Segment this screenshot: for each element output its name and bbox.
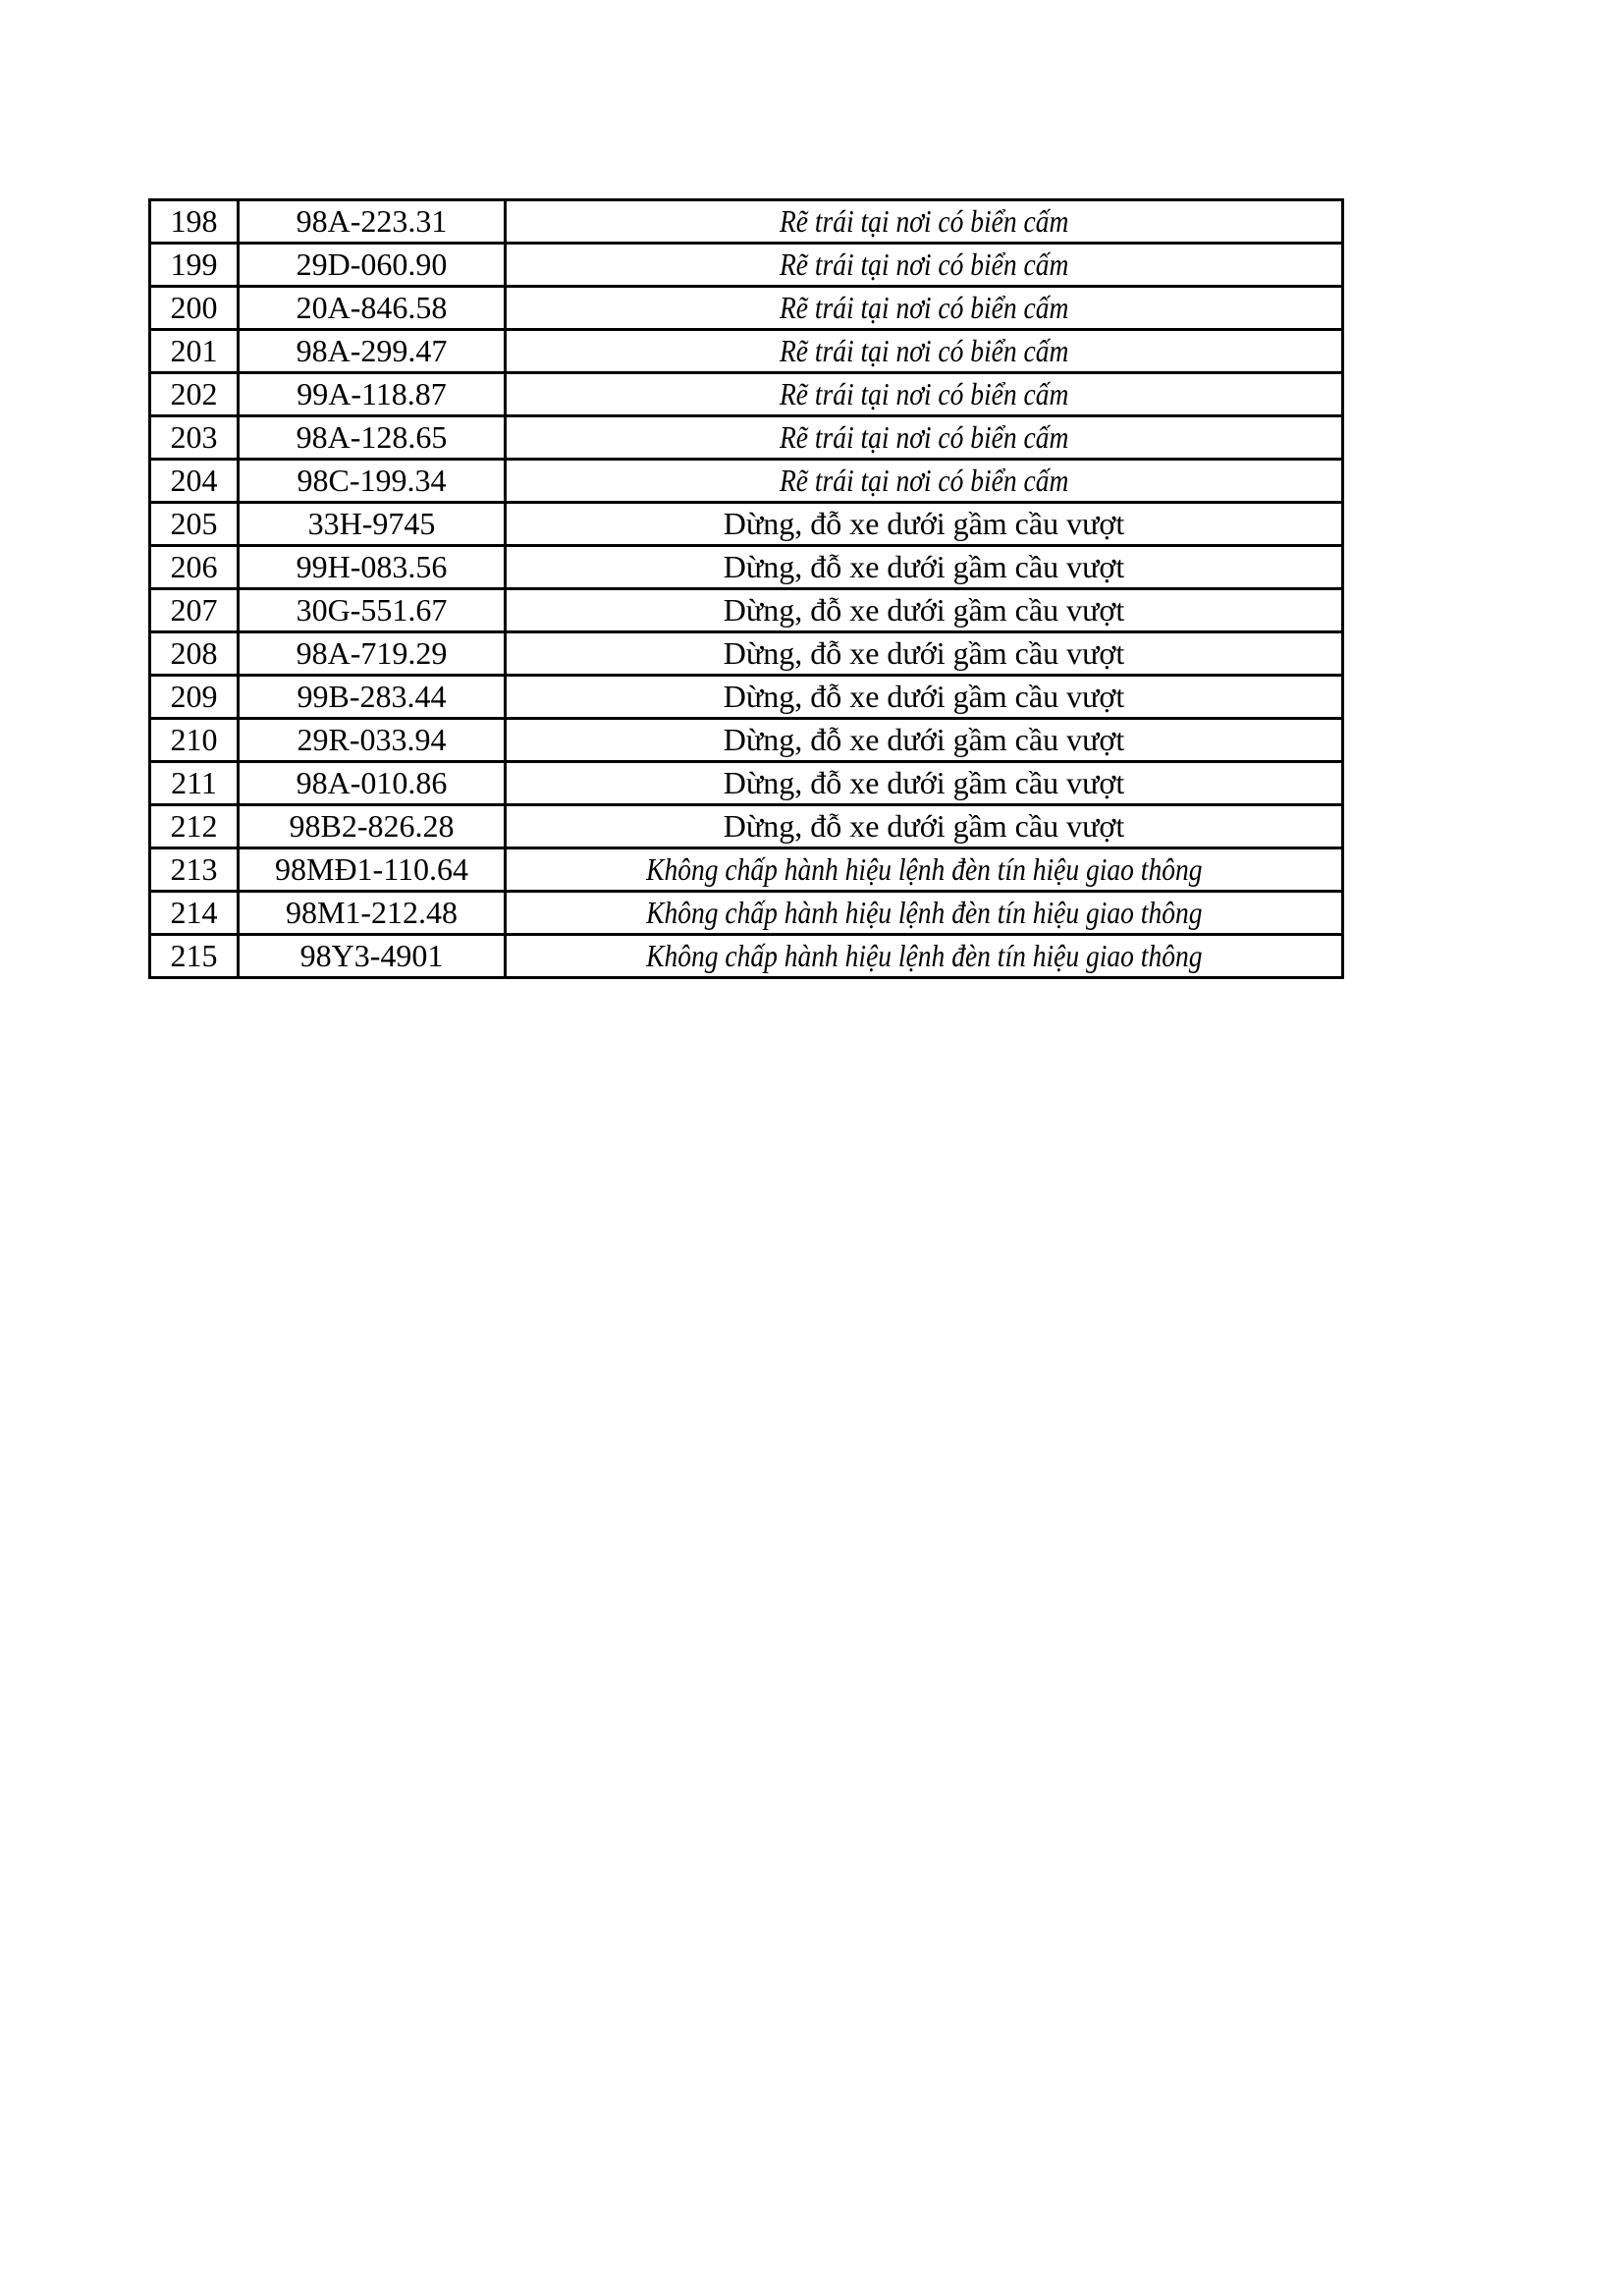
violation-text: Rẽ trái tại nơi có biển cấm — [779, 419, 1069, 455]
table-row — [150, 848, 1343, 892]
license-plate-cell: 30G-551.67 — [239, 589, 506, 632]
violation-cell — [506, 503, 1343, 546]
violation-cell — [506, 460, 1343, 503]
violations-table — [148, 198, 1344, 979]
license-plate-cell: 98A-128.65 — [239, 416, 506, 460]
table-row — [150, 460, 1343, 503]
violation-cell — [506, 244, 1343, 287]
violation-text: Rẽ trái tại nơi có biển cấm — [779, 463, 1069, 498]
row-number-cell: 207 — [150, 589, 239, 632]
table-row — [150, 200, 1343, 244]
row-number-cell: 204 — [150, 460, 239, 503]
table-row — [150, 546, 1343, 589]
violation-cell — [506, 416, 1343, 460]
violation-text: Dừng, đỗ xe dưới gầm cầu vượt — [723, 722, 1125, 757]
violation-text: Dừng, đỗ xe dưới gầm cầu vượt — [723, 592, 1125, 628]
table-row — [150, 892, 1343, 935]
row-number-cell: 200 — [150, 287, 239, 330]
row-number-cell: 212 — [150, 805, 239, 848]
violation-cell — [506, 719, 1343, 762]
violation-text: Dừng, đỗ xe dưới gầm cầu vượt — [723, 765, 1125, 800]
table-row — [150, 503, 1343, 546]
violations-table-body — [150, 200, 1343, 978]
license-plate-cell: 33H-9745 — [239, 503, 506, 546]
violation-text: Dừng, đỗ xe dưới gầm cầu vượt — [723, 679, 1125, 714]
violation-text: Không chấp hành hiệu lệnh đèn tín hiệu giao thông — [645, 851, 1203, 887]
row-number-cell: 202 — [150, 373, 239, 416]
row-number-cell: 198 — [150, 200, 239, 244]
row-number-cell: 203 — [150, 416, 239, 460]
row-number-cell: 210 — [150, 719, 239, 762]
license-plate-cell: 29R-033.94 — [239, 719, 506, 762]
license-plate-cell: 98A-010.86 — [239, 762, 506, 805]
row-number-cell: 213 — [150, 848, 239, 892]
violation-text: Rẽ trái tại nơi có biển cấm — [779, 246, 1069, 282]
violation-text: Dừng, đỗ xe dưới gầm cầu vượt — [723, 506, 1125, 541]
license-plate-cell: 98Y3-4901 — [239, 935, 506, 978]
violation-text: Dừng, đỗ xe dưới gầm cầu vượt — [723, 549, 1125, 584]
license-plate-cell: 99H-083.56 — [239, 546, 506, 589]
violation-cell — [506, 632, 1343, 676]
table-row — [150, 805, 1343, 848]
table-row — [150, 762, 1343, 805]
violation-cell — [506, 330, 1343, 373]
license-plate-cell: 98A-223.31 — [239, 200, 506, 244]
violation-text: Không chấp hành hiệu lệnh đèn tín hiệu giao thông — [645, 938, 1203, 973]
license-plate-cell: 98MĐ1-110.64 — [239, 848, 506, 892]
license-plate-cell: 98B2-826.28 — [239, 805, 506, 848]
table-row — [150, 935, 1343, 978]
violation-cell — [506, 892, 1343, 935]
violation-cell — [506, 200, 1343, 244]
row-number-cell: 201 — [150, 330, 239, 373]
table-row — [150, 719, 1343, 762]
table-row — [150, 632, 1343, 676]
license-plate-cell: 98A-719.29 — [239, 632, 506, 676]
violation-cell — [506, 935, 1343, 978]
license-plate-cell: 20A-846.58 — [239, 287, 506, 330]
table-row — [150, 244, 1343, 287]
violation-text: Không chấp hành hiệu lệnh đèn tín hiệu giao thông — [645, 895, 1203, 930]
row-number-cell: 206 — [150, 546, 239, 589]
row-number-cell: 211 — [150, 762, 239, 805]
table-row — [150, 287, 1343, 330]
table-row — [150, 676, 1343, 719]
violation-cell — [506, 805, 1343, 848]
violation-cell — [506, 589, 1343, 632]
violation-text: Dừng, đỗ xe dưới gầm cầu vượt — [723, 635, 1125, 671]
violation-text: Rẽ trái tại nơi có biển cấm — [779, 290, 1069, 325]
license-plate-cell: 98C-199.34 — [239, 460, 506, 503]
row-number-cell: 214 — [150, 892, 239, 935]
table-row — [150, 416, 1343, 460]
violation-text: Rẽ trái tại nơi có biển cấm — [779, 376, 1069, 411]
violation-cell — [506, 762, 1343, 805]
violation-cell — [506, 373, 1343, 416]
license-plate-cell: 99B-283.44 — [239, 676, 506, 719]
row-number-cell: 208 — [150, 632, 239, 676]
table-row — [150, 373, 1343, 416]
violation-cell — [506, 546, 1343, 589]
row-number-cell: 215 — [150, 935, 239, 978]
license-plate-cell: 98M1-212.48 — [239, 892, 506, 935]
violation-cell — [506, 287, 1343, 330]
violation-text: Dừng, đỗ xe dưới gầm cầu vượt — [723, 808, 1125, 844]
row-number-cell: 205 — [150, 503, 239, 546]
violation-text: Rẽ trái tại nơi có biển cấm — [779, 333, 1069, 368]
table-row — [150, 330, 1343, 373]
violation-text: Rẽ trái tại nơi có biển cấm — [779, 203, 1069, 239]
table-row — [150, 589, 1343, 632]
row-number-cell: 209 — [150, 676, 239, 719]
violation-cell — [506, 848, 1343, 892]
license-plate-cell: 29D-060.90 — [239, 244, 506, 287]
row-number-cell: 199 — [150, 244, 239, 287]
license-plate-cell: 98A-299.47 — [239, 330, 506, 373]
license-plate-cell: 99A-118.87 — [239, 373, 506, 416]
violation-cell — [506, 676, 1343, 719]
